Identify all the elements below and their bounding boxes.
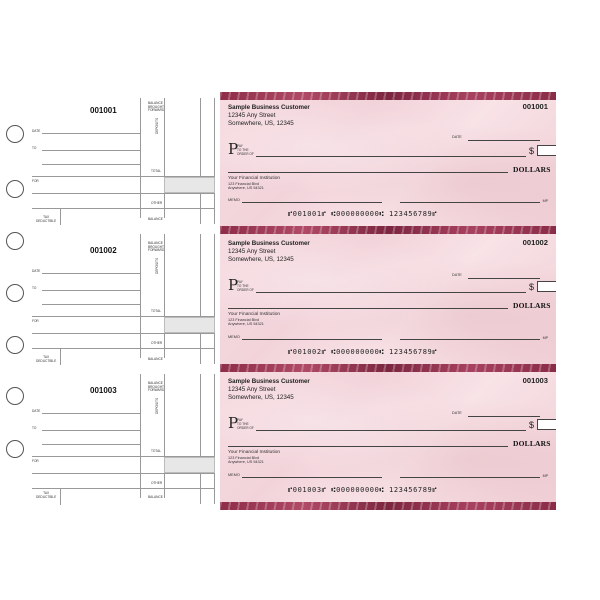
mp-symbol: MP bbox=[542, 336, 548, 340]
memo-line bbox=[242, 339, 382, 340]
memo-label: MEMO bbox=[228, 335, 240, 339]
payee-line bbox=[256, 430, 526, 431]
stub-other-label: OTHER bbox=[151, 481, 163, 485]
stub-check-number: 001001 bbox=[90, 106, 117, 115]
check-number: 001003 bbox=[522, 376, 548, 385]
memo-line bbox=[242, 202, 382, 203]
dollars-label: DOLLARS bbox=[513, 165, 551, 174]
bank-address: 123 Financial Blvd Anywhere, US 54321 bbox=[228, 182, 264, 191]
customer-address-line1: 12345 Any Street bbox=[228, 248, 276, 255]
stub-for-label: FOR bbox=[32, 319, 39, 323]
check-bottom-band bbox=[220, 502, 556, 510]
stub-total-label: TOTAL bbox=[151, 309, 161, 313]
stub-line bbox=[32, 333, 214, 334]
binder-hole bbox=[6, 387, 24, 405]
stub-divider bbox=[60, 489, 61, 505]
check-stub bbox=[28, 232, 216, 372]
stub-line bbox=[42, 304, 140, 305]
check-number: 001001 bbox=[522, 102, 548, 111]
stub-date-line bbox=[42, 413, 140, 414]
stub-to-label: TO bbox=[32, 426, 37, 430]
stub-shaded-box bbox=[164, 317, 215, 333]
bank-address: 123 Financial Blvd Anywhere, US 54321 bbox=[228, 456, 264, 465]
check-top-band bbox=[220, 226, 556, 234]
stub-divider bbox=[214, 98, 215, 224]
customer-name: Sample Business Customer bbox=[228, 104, 310, 111]
customer-address-line1: 12345 Any Street bbox=[228, 386, 276, 393]
stub-to-label: TO bbox=[32, 146, 37, 150]
micr-line: ⑈001001⑈ ⑆000000000⑆ 123456789⑈ bbox=[288, 210, 438, 218]
pay-to-symbol: P bbox=[228, 276, 239, 294]
stub-total-label: TOTAL bbox=[151, 169, 161, 173]
stub-divider bbox=[164, 374, 165, 498]
mp-symbol: MP bbox=[542, 199, 548, 203]
check bbox=[220, 92, 556, 230]
stub-divider bbox=[214, 234, 215, 364]
mp-symbol: MP bbox=[542, 474, 548, 478]
memo-line bbox=[242, 477, 382, 478]
stub-balance-forward-label: BALANCE BROUGHT FORWARD bbox=[148, 101, 165, 113]
dollar-sign: $ bbox=[529, 420, 535, 430]
stub-divider bbox=[164, 98, 165, 218]
payee-line bbox=[256, 292, 526, 293]
check-number: 001002 bbox=[522, 238, 548, 247]
date-line bbox=[468, 278, 540, 279]
check-stub bbox=[28, 92, 216, 232]
memo-label: MEMO bbox=[228, 473, 240, 477]
binder-hole bbox=[6, 180, 24, 198]
stub-shaded-box bbox=[164, 177, 215, 193]
stub-to-line bbox=[42, 150, 140, 151]
stub-divider bbox=[140, 374, 141, 498]
dollar-sign: $ bbox=[529, 146, 535, 156]
date-label: DATE bbox=[452, 135, 462, 139]
binder-hole bbox=[6, 125, 24, 143]
pay-to-label: PAY TO THE ORDER OF bbox=[237, 418, 254, 430]
dollar-sign: $ bbox=[529, 282, 535, 292]
stub-balance-label: BALANCE bbox=[148, 495, 163, 499]
customer-name: Sample Business Customer bbox=[228, 378, 310, 385]
stub-divider bbox=[214, 374, 215, 504]
check bbox=[220, 226, 556, 364]
dollars-label: DOLLARS bbox=[513, 439, 551, 448]
amount-box[interactable] bbox=[537, 419, 556, 430]
stub-divider bbox=[200, 234, 201, 364]
binder-hole bbox=[6, 440, 24, 458]
stub-deposits-label: DEPOSITS bbox=[155, 117, 159, 134]
customer-address-line1: 12345 Any Street bbox=[228, 112, 276, 119]
pay-to-symbol: P bbox=[228, 140, 239, 158]
signature-line bbox=[400, 202, 540, 203]
stub-line bbox=[32, 473, 214, 474]
written-amount-line bbox=[228, 446, 508, 447]
stub-divider bbox=[164, 234, 165, 358]
binder-hole bbox=[6, 284, 24, 302]
check bbox=[220, 364, 556, 510]
stub-date-line bbox=[42, 133, 140, 134]
check-top-band bbox=[220, 92, 556, 100]
date-line bbox=[468, 416, 540, 417]
stub-divider bbox=[200, 98, 201, 224]
date-label: DATE bbox=[452, 411, 462, 415]
bank-name: Your Financial Institution bbox=[228, 312, 281, 317]
check-stub bbox=[28, 372, 216, 512]
stub-balance-forward-label: BALANCE BROUGHT FORWARD bbox=[148, 241, 165, 253]
stub-tax-deductible-label: TAX DEDUCTIBLE bbox=[36, 491, 57, 499]
stub-date-label: DATE bbox=[32, 409, 41, 413]
stub-total-label: TOTAL bbox=[151, 449, 161, 453]
stub-divider bbox=[200, 374, 201, 504]
stub-divider bbox=[140, 234, 141, 358]
stub-line bbox=[42, 444, 140, 445]
amount-box[interactable] bbox=[537, 281, 556, 292]
stub-line bbox=[32, 193, 214, 194]
stub-deposits-label: DEPOSITS bbox=[155, 257, 159, 274]
stub-date-label: DATE bbox=[32, 129, 41, 133]
binder-hole bbox=[6, 336, 24, 354]
stub-balance-forward-label: BALANCE BROUGHT FORWARD bbox=[148, 381, 165, 393]
pay-to-label: PAY TO THE ORDER OF bbox=[237, 280, 254, 292]
stub-shaded-box bbox=[164, 457, 215, 473]
bank-name: Your Financial Institution bbox=[228, 176, 281, 181]
written-amount-line bbox=[228, 172, 508, 173]
signature-line bbox=[400, 477, 540, 478]
stub-check-number: 001003 bbox=[90, 386, 117, 395]
stub-deposits-label: DEPOSITS bbox=[155, 397, 159, 414]
pay-to-symbol: P bbox=[228, 414, 239, 432]
pay-to-label: PAY TO THE ORDER OF bbox=[237, 144, 254, 156]
stub-date-label: DATE bbox=[32, 269, 41, 273]
binder-hole bbox=[6, 232, 24, 250]
check-top-band bbox=[220, 364, 556, 372]
customer-address-line2: Somewhere, US, 12345 bbox=[228, 256, 294, 263]
stub-to-line bbox=[42, 430, 140, 431]
stub-to-label: TO bbox=[32, 286, 37, 290]
stub-date-line bbox=[42, 273, 140, 274]
memo-label: MEMO bbox=[228, 198, 240, 202]
signature-line bbox=[400, 339, 540, 340]
stub-divider bbox=[60, 209, 61, 225]
stub-other-label: OTHER bbox=[151, 341, 163, 345]
date-label: DATE bbox=[452, 273, 462, 277]
stub-balance-label: BALANCE bbox=[148, 357, 163, 361]
dollars-label: DOLLARS bbox=[513, 301, 551, 310]
stub-divider bbox=[60, 349, 61, 365]
customer-address-line2: Somewhere, US, 12345 bbox=[228, 120, 294, 127]
stub-tax-deductible-label: TAX DEDUCTIBLE bbox=[36, 355, 57, 363]
stub-for-label: FOR bbox=[32, 459, 39, 463]
stub-balance-label: BALANCE bbox=[148, 217, 163, 221]
stub-tax-deductible-label: TAX DEDUCTIBLE bbox=[36, 215, 57, 223]
stub-check-number: 001002 bbox=[90, 246, 117, 255]
micr-line: ⑈001002⑈ ⑆000000000⑆ 123456789⑈ bbox=[288, 348, 438, 356]
bank-name: Your Financial Institution bbox=[228, 450, 281, 455]
stub-line bbox=[42, 164, 140, 165]
customer-address-line2: Somewhere, US, 12345 bbox=[228, 394, 294, 401]
written-amount-line bbox=[228, 308, 508, 309]
micr-line: ⑈001003⑈ ⑆000000000⑆ 123456789⑈ bbox=[288, 486, 438, 494]
payee-line bbox=[256, 156, 526, 157]
stub-divider bbox=[140, 98, 141, 218]
bank-address: 123 Financial Blvd Anywhere, US 54321 bbox=[228, 318, 264, 327]
stub-other-label: OTHER bbox=[151, 201, 163, 205]
amount-box[interactable] bbox=[537, 145, 556, 156]
stub-to-line bbox=[42, 290, 140, 291]
customer-name: Sample Business Customer bbox=[228, 240, 310, 247]
date-line bbox=[468, 140, 540, 141]
stub-for-label: FOR bbox=[32, 179, 39, 183]
